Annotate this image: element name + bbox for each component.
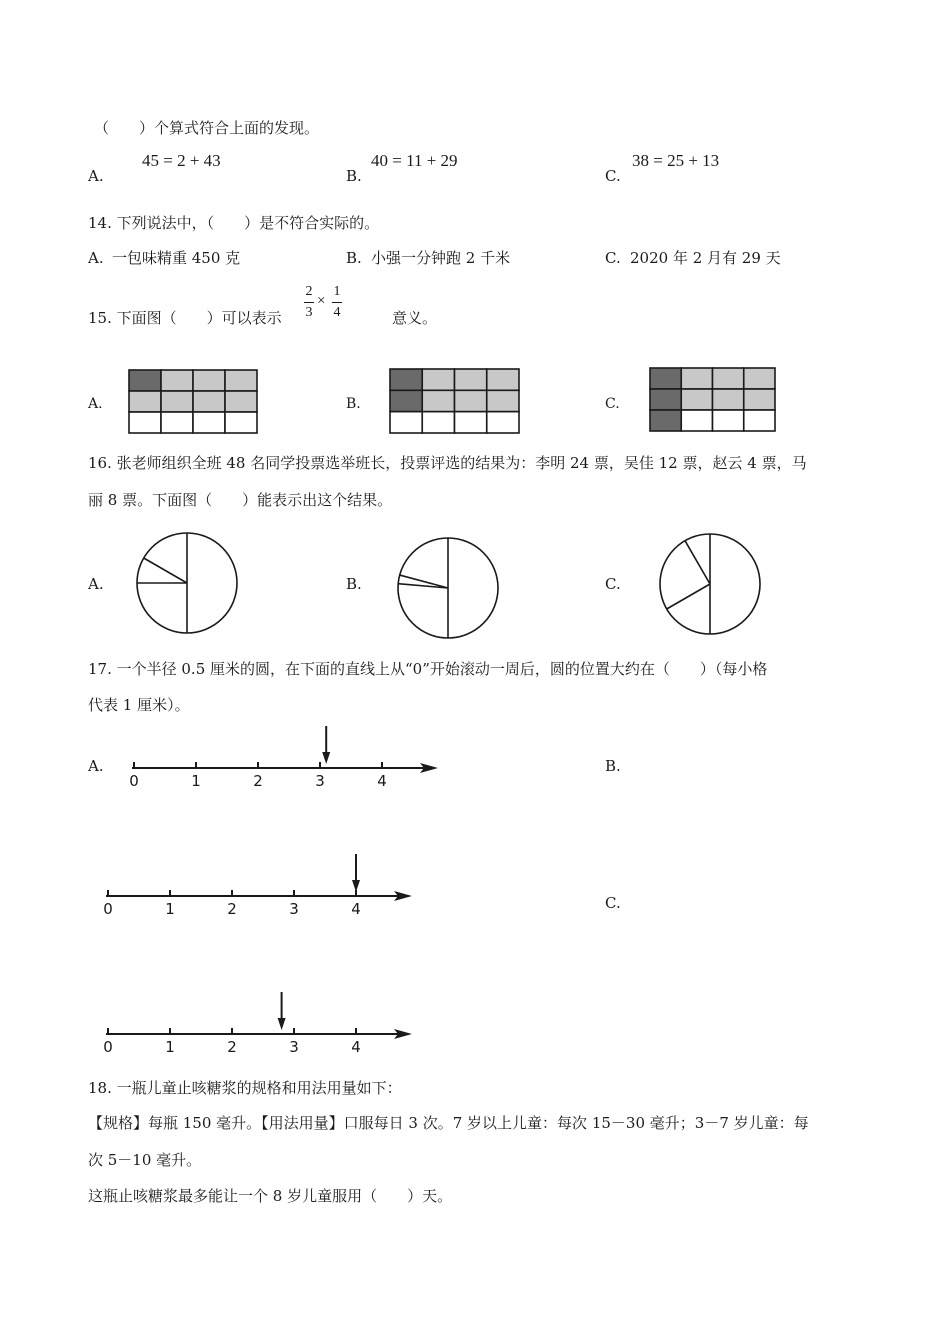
number-line-tick-label: 4 [351,900,361,918]
q18-line2: 【规格】每瓶 150 毫升。【用法用量】口服每日 3 次。7 岁以上儿童：每次 15－30 毫升；3－7 岁儿童：每 [88,1114,809,1132]
grid-cell-light [422,369,454,390]
number-line-tick-label: 3 [315,772,325,790]
q15-option-c-grid [649,367,776,432]
grid-cell-dark [650,368,681,389]
q15-option-a-letter: A. [88,396,103,412]
q16-line2: 丽 8 票。下面图（ ）能表示出这个结果。 [88,491,393,509]
q17-option-a-numberline [128,726,443,792]
q15-stem-end: 意义。 [392,309,438,327]
q16-option-a-pie [136,532,238,634]
q14-option-c-letter: C. [605,249,621,267]
q13-option-b-letter: B. [346,167,362,185]
q17-option-b-letter: B. [605,757,621,775]
position-arrow-head [352,880,360,892]
q15-fraction2-bar [332,302,342,303]
q15-stem: 15. 下面图（ ）可以表示 [88,309,282,327]
number-line-tick-label: 0 [103,900,113,918]
grid-cell-empty [225,412,257,433]
q17-option-b-numberline [102,854,417,920]
number-line-tick-label: 1 [165,900,175,918]
grid-cell-light [422,390,454,411]
q13-option-c-letter: C. [605,167,621,185]
number-line-tick-label: 2 [227,900,237,918]
q15-option-c-letter: C. [605,396,620,412]
grid-cell-empty [422,412,454,433]
q13-option-c-expr: 38 = 25 + 13 [632,151,720,170]
q13-option-a-letter: A. [88,167,104,185]
q15-option-b-letter: B. [346,396,361,412]
q14-option-a-letter: A. [88,249,104,267]
q18-line1: 18. 一瓶儿童止咳糖浆的规格和用法用量如下： [88,1079,402,1097]
grid-cell-light [161,370,193,391]
grid-cell-light [225,391,257,412]
q17-line1: 17. 一个半径 0.5 厘米的圆，在下面的直线上从“0”开始滚动一周后，圆的位置大约在（ ）（每小格 [88,660,768,678]
q14-option-b-letter: B. [346,249,362,267]
q14-option-b-text: 小强一分钟跑 2 千米 [371,249,511,267]
grid-cell-empty [161,412,193,433]
grid-cell-light [455,390,487,411]
number-line-tick-label: 3 [289,1038,299,1056]
number-line-tick-label: 1 [191,772,201,790]
grid-cell-light [713,389,744,410]
number-line-tick-label: 1 [165,1038,175,1056]
number-line-tick-label: 3 [289,900,299,918]
grid-cell-light [193,370,225,391]
q15-times-sign: × [317,293,326,309]
number-line-tick-label: 4 [351,1038,361,1056]
grid-cell-light [455,369,487,390]
grid-cell-light [744,389,775,410]
number-line-tick-label: 2 [227,1038,237,1056]
q15-fraction1-denominator: 3 [305,305,313,320]
q16-option-a-letter: A. [88,575,104,593]
grid-cell-empty [681,410,712,431]
q16-line1: 16. 张老师组织全班 48 名同学投票选举班长，投票评选的结果为：李明 24 票，吴佳 12 票，赵云 4 票，马 [88,454,807,472]
q15-option-b-grid [389,368,520,434]
q18-line4: 这瓶止咳糖浆最多能让一个 8 岁儿童服用（ ）天。 [88,1187,453,1205]
number-line-tick-label: 2 [253,772,263,790]
q16-option-c-pie [659,533,761,635]
grid-cell-empty [744,410,775,431]
grid-cell-light [681,368,712,389]
q13-option-a-expr: 45 = 2 + 43 [142,151,221,170]
q13-stem: （ ）个算式符合上面的发现。 [94,119,320,137]
grid-cell-dark [650,389,681,410]
grid-cell-light [129,391,161,412]
number-line-tick-label: 0 [129,772,139,790]
q16-option-b-letter: B. [346,575,362,593]
grid-cell-dark [129,370,161,391]
number-line-tick-label: 4 [377,772,387,790]
q14-stem: 14. 下列说法中，（ ）是不符合实际的。 [88,214,380,232]
number-line-tick-label: 0 [103,1038,113,1056]
grid-cell-empty [129,412,161,433]
q17-line2: 代表 1 厘米）。 [88,696,190,714]
q17-option-c-letter: C. [605,894,621,912]
q17-option-c-numberline [102,992,417,1058]
grid-cell-empty [713,410,744,431]
grid-cell-dark [390,390,422,411]
q15-option-a-grid [128,369,258,434]
q15-fraction1-bar [304,302,314,303]
q14-option-c-text: 2020 年 2 月有 29 天 [630,249,781,267]
grid-cell-light [744,368,775,389]
grid-cell-light [225,370,257,391]
position-arrow-head [322,752,330,764]
grid-cell-light [681,389,712,410]
grid-cell-empty [390,412,422,433]
q14-option-a-text: 一包味精重 450 克 [112,249,241,267]
q13-option-b-expr: 40 = 11 + 29 [371,151,458,170]
grid-cell-light [193,391,225,412]
q18-line3: 次 5－10 毫升。 [88,1151,202,1169]
grid-cell-light [713,368,744,389]
q15-fraction1-numerator: 2 [305,284,313,299]
grid-cell-empty [487,412,519,433]
q16-option-c-letter: C. [605,575,621,593]
q17-option-a-letter: A. [88,757,104,775]
q15-fraction2-numerator: 1 [333,284,341,299]
grid-cell-empty [455,412,487,433]
position-arrow-head [278,1018,286,1030]
grid-cell-dark [390,369,422,390]
q15-fraction2-denominator: 4 [333,305,341,320]
q16-option-b-pie [397,537,499,639]
grid-cell-dark [650,410,681,431]
grid-cell-empty [193,412,225,433]
grid-cell-light [487,369,519,390]
grid-cell-light [161,391,193,412]
grid-cell-light [487,390,519,411]
